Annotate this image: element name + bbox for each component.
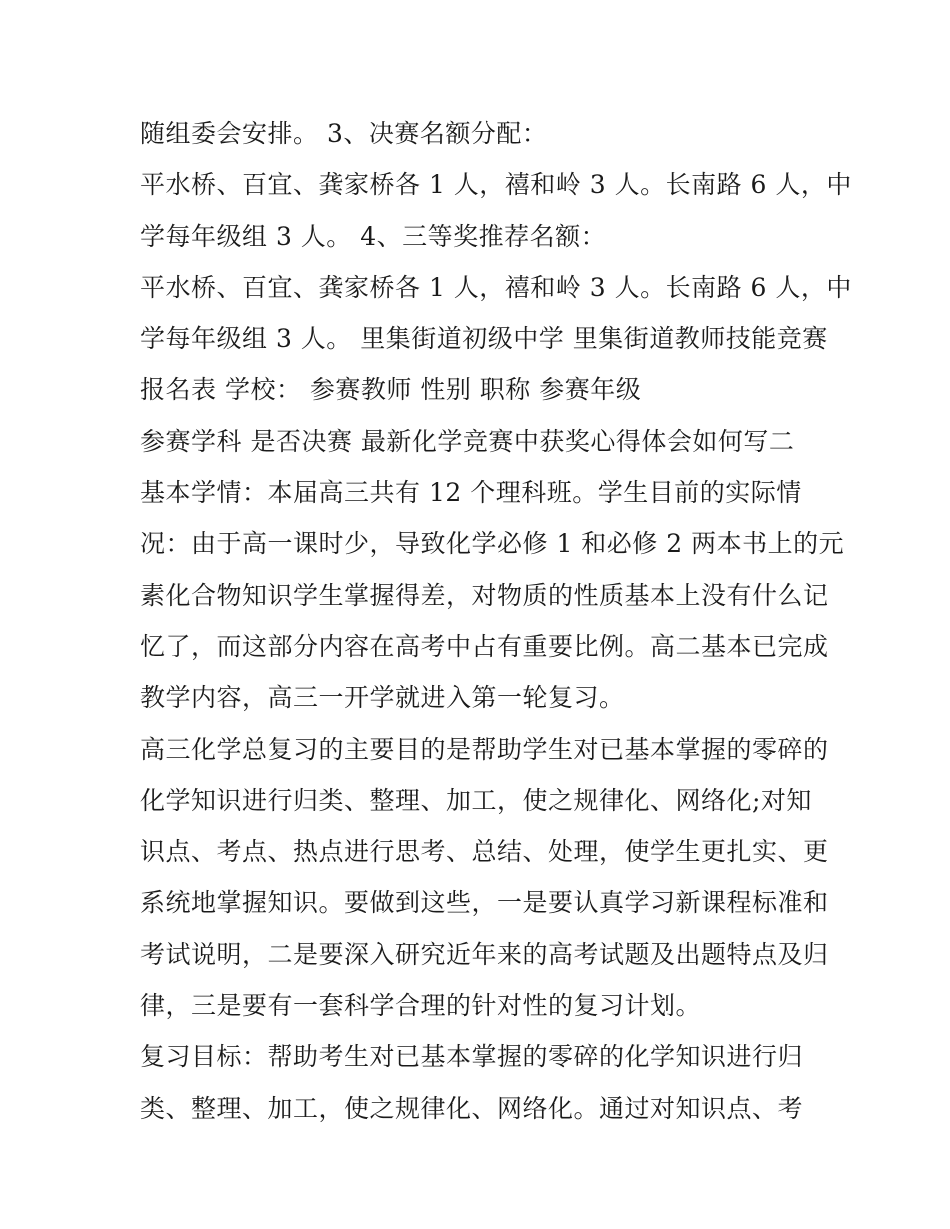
text-line: 学每年级组 3 人。 里集街道初级中学 里集街道教师技能竞赛 [140, 324, 828, 354]
text-line: 参赛学科 是否决赛 最新化学竞赛中获奖心得体会如何写二 [140, 426, 795, 456]
text-line: 复习目标：帮助考生对已基本掌握的零碎的化学知识进行归 [140, 1042, 804, 1072]
text-line: 报名表 学校： 参赛教师 性别 职称 参赛年级 [140, 375, 642, 405]
text-line: 律，三是要有一套科学合理的针对性的复习计划。 [140, 991, 702, 1021]
text-line: 学每年级组 3 人。 4、三等奖推荐名额： [140, 221, 607, 251]
text-line: 平水桥、百宜、龚家桥各 1 人，禧和岭 3 人。长南路 6 人，中 [140, 272, 852, 302]
text-line: 化学知识进行归类、整理、加工，使之规律化、网络化;对知 [140, 785, 812, 815]
text-line: 系统地掌握知识。要做到这些，一是要认真学习新课程标准和 [140, 888, 829, 918]
text-line: 况：由于高一课时少，导致化学必修 1 和必修 2 两本书上的元 [140, 529, 845, 559]
text-line: 随组委会安排。 3、决赛名额分配： [140, 119, 548, 148]
text-line: 考试说明，二是要深入研究近年来的高考试题及出题特点及归 [140, 939, 829, 969]
text-line: 高三化学总复习的主要目的是帮助学生对已基本掌握的零碎的 [140, 734, 829, 764]
document-body [140, 108, 852, 1134]
text-line: 素化合物知识学生掌握得差，对物质的性质基本上没有什么记 [140, 580, 829, 610]
text-line: 基本学情：本届高三共有 12 个理科班。学生目前的实际情 [140, 478, 802, 508]
text-line: 教学内容，高三一开学就进入第一轮复习。 [140, 683, 625, 713]
text-line: 识点、考点、热点进行思考、总结、处理，使学生更扎实、更 [140, 837, 829, 867]
text-line: 忆了，而这部分内容在高考中占有重要比例。高二基本已完成 [140, 631, 829, 661]
text-line: 类、整理、加工，使之规律化、网络化。通过对知识点、考 [140, 1093, 804, 1123]
text-line: 平水桥、百宜、龚家桥各 1 人，禧和岭 3 人。长南路 6 人，中 [140, 170, 852, 200]
